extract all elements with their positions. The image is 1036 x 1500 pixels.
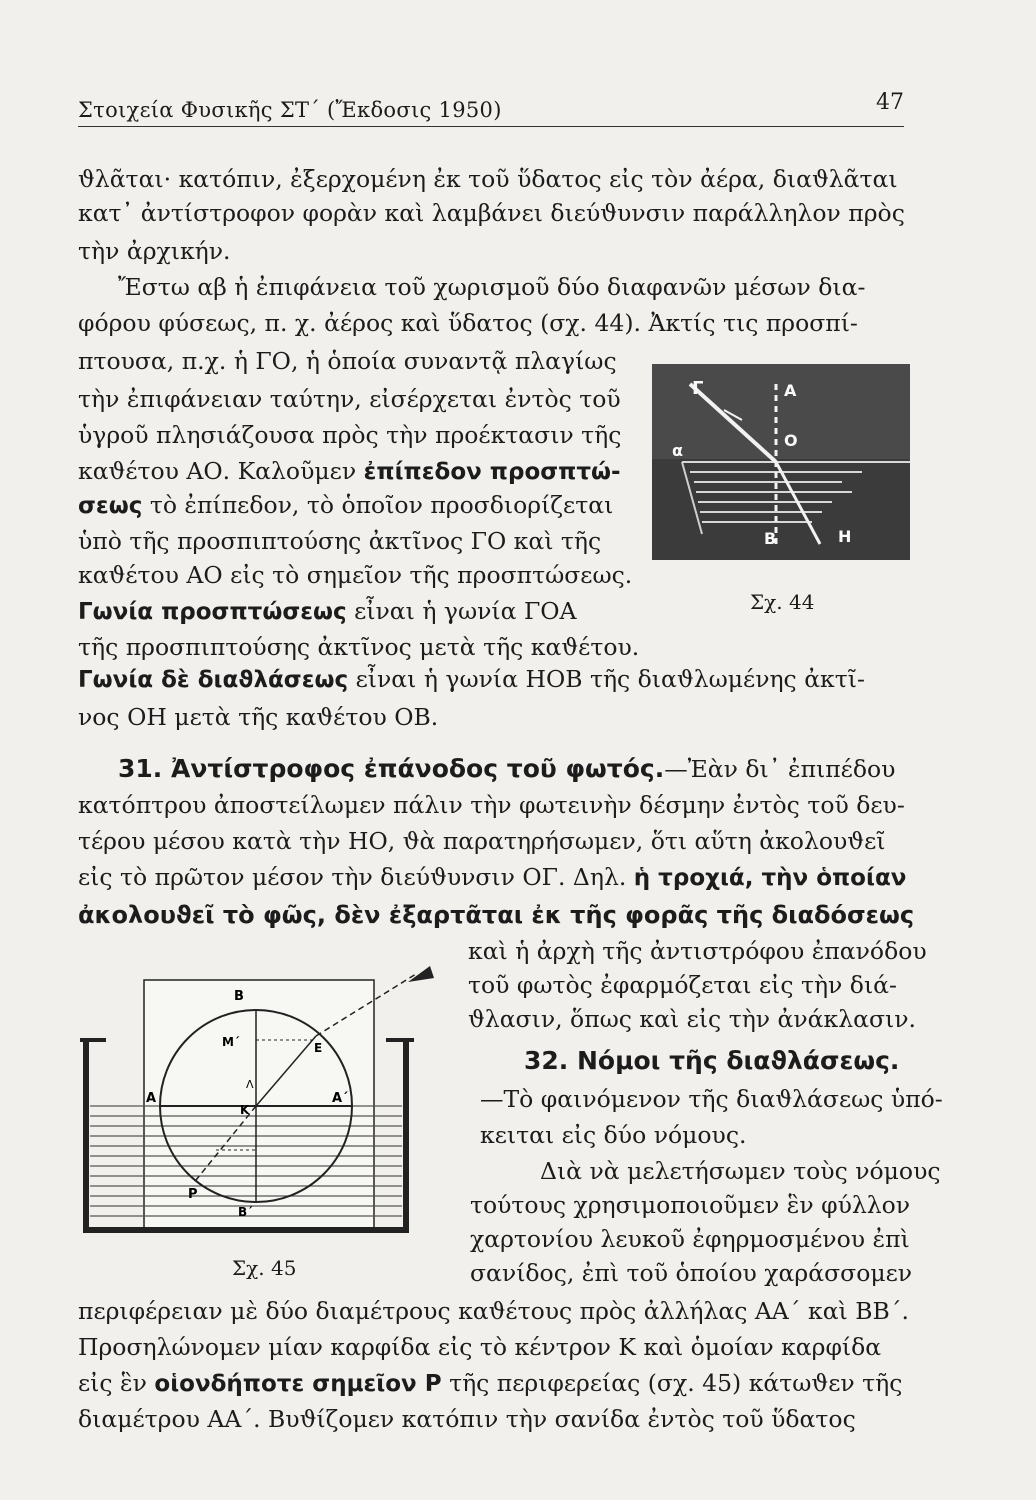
text-line: διαμέτρου ΑΑ΄. Βυϑίζομεν κατόπιν τὴν σανίδα ἐντὸς τοῦ ὕδατος [78,1405,856,1433]
text-line: φόρου φύσεως, π. χ. ἀέρος καὶ ὕδατος (σχ. 44). Ἀκτίς τις προσπί- [78,309,858,337]
figure-45-label-A-left: Α [146,1091,157,1106]
text-line: Διὰ νὰ μελετήσωμεν τοὺς νόμους [540,1157,941,1185]
text-line: —Τὸ φαινόμενον τῆς διαϑλάσεως ὑπό- [480,1085,943,1113]
text-line: τὴν ἐπιφάνειαν ταύτην, εἰσέρχεται ἐντὸς τοῦ [78,385,621,413]
text-line: ϑλασιν, ὅπως καὶ εἰς τὴν ἀνάκλασιν. [468,1005,917,1033]
term-path-of-light: ἡ τροχιά, τὴν ὁποίαν [633,865,907,891]
text-line: καὶ ἡ ἀρχὴ τῆς ἀντιστρόφου ἐπανόδου [468,937,927,965]
text-run: τὸ ἐπίπεδον, τὸ ὁποῖον προσδιορίζεται [142,491,614,519]
text-line [118,754,895,784]
section-32-heading: 32. Νόμοι τῆς διαϑλάσεως. [524,1046,900,1075]
text-line: κειται εἰς δύο νόμους. [480,1121,747,1149]
text-line [78,862,906,893]
term-angle-of-refraction: Γωνία δὲ διαϑλάσεως [78,667,349,693]
figure-45-label-M1: Μ΄ [222,1035,240,1049]
text-line: ὑγροῦ πλησιάζουσα πρὸς τὴν προέκτασιν τῆς [78,421,622,449]
figure-44-label-alpha: α [672,441,683,460]
figure-44-caption: Σχ. 44 [750,590,815,614]
running-header [78,90,904,127]
text-line [78,456,621,487]
text-run: —Ἐὰν δι᾿ ἐπιπέδου [664,755,896,783]
section-31-heading: 31. Ἀντίστροφος ἐπάνοδος τοῦ φωτός. [118,754,665,783]
text-line: Ἔστω αβ ἡ ἐπιφάνεια τοῦ χωρισμοῦ δύο διαφανῶν μέσων δια- [118,273,866,301]
figure-45-label-E: Ε [314,1041,323,1055]
text-run: εἶναι ἡ γωνία ΓΟΑ [346,597,577,625]
figure-44 [652,364,910,560]
text-line: σανίδος, ἐπὶ τοῦ ὁποίου χαράσσομεν [470,1259,913,1287]
text-line: πτουσα, π.χ. ἡ ΓΟ, ἡ ὁποία συναντᾷ πλαγίως [78,347,617,375]
figure-44-label-gamma: Γ [692,378,704,399]
text-line [78,664,865,695]
text-line [524,1046,899,1076]
text-line: Προσηλώνομεν μίαν καρφίδα εἰς τὸ κέντρον Κ καὶ ὁμοίαν καρφίδα [78,1333,882,1361]
text-line: ϑλᾶται· κατόπιν, ἐξερχομένη ἐκ τοῦ ὕδατος εἰς τὸν ἀέρα, διαϑλᾶται [78,165,898,193]
text-line: τὴν ἀρχικήν. [78,237,231,265]
text-run: καϑέτου ΑΟ. Καλοῦμεν [78,457,364,485]
figure-44-label-A: Α [784,381,797,400]
text-line: τῆς προσπιπτούσης ἀκτῖνος μετὰ τῆς καϑέτου. [78,633,640,661]
text-line: κατ᾿ ἀντίστροφον φορὰν καὶ λαμβάνει διεύϑυνσιν παράλληλον πρὸς [78,199,905,227]
figure-45-caption: Σχ. 45 [232,1256,297,1280]
term-plane-of-incidence-end: σεως [78,493,143,519]
text-line: νος ΟΗ μετὰ τῆς καϑέτου ΟΒ. [78,703,439,731]
text-run: εἰς ἓν [78,1369,155,1397]
text-line: κατόπτρου ἀποστείλωμεν πάλιν τὴν φωτεινὴν δέσμην ἐντὸς τοῦ δευ- [78,791,905,819]
figure-45 [76,960,476,1250]
term-angle-of-incidence: Γωνία προσπτώσεως [78,599,347,625]
page-number: 47 [876,90,904,115]
figure-45-label-B: Β [234,989,244,1004]
figure-45-label-K: Κ [240,1103,250,1117]
figure-45-label-P: Ρ [188,1187,198,1202]
text-line-bold: ἀκολουϑεῖ τὸ φῶς, δὲν ἐξαρτᾶται ἐκ τῆς φορᾶς τῆς διαδόσεως [78,901,915,929]
figure-45-drawing [76,960,476,1250]
text-line: περιφέρειαν μὲ δύο διαμέτρους καϑέτους πρὸς ἀλλήλας ΑΑ΄ καὶ ΒΒ΄. [78,1297,910,1325]
text-line: τέρου μέσου κατὰ τὴν ΗΟ, ϑὰ παρατηρήσωμεν, ὅτι αὕτη ἀκολουϑεῖ [78,827,886,855]
text-line: καϑέτου ΑΟ εἰς τὸ σημεῖον τῆς προσπτώσεως. [78,561,633,589]
figure-44-label-O: Ο [784,431,798,450]
figure-45-label-A-right: Α΄ [332,1091,348,1106]
figure-45-label-B1: Β΄ [238,1205,253,1219]
text-line: χαρτονίου λευκοῦ ἐφηρμοσμένου ἐπὶ [470,1225,910,1253]
text-line: τούτους χρησιμοποιοῦμεν ἓν φύλλον [470,1191,911,1219]
text-line: τοῦ φωτὸς ἐφαρμόζεται εἰς τὴν διά- [468,971,897,999]
text-line [78,596,577,627]
figure-44-drawing [652,364,910,560]
text-run: τῆς περιφερείας (σχ. 45) κάτωϑεν τῆς [441,1369,903,1397]
figure-44-label-H: Η [838,527,852,546]
header-title: Στοιχεία Φυσικῆς ΣΤ΄ (Ἔκδοσις 1950) [78,98,502,122]
term-any-point-P: οἱονδήποτε σημεῖον Ρ [154,1371,442,1397]
figure-45-label-lambda: Λ [246,1078,254,1091]
text-line [78,1368,902,1399]
term-plane-of-incidence: ἐπίπεδον προσπτώ- [363,459,621,485]
text-line [78,490,613,521]
text-run: εἶναι ἡ γωνία ΗΟΒ τῆς διαϑλωμένης ἀκτῖ- [348,665,865,693]
text-line: ὑπὸ τῆς προσπιπτούσης ἀκτῖνος ΓΟ καὶ τῆς [78,527,602,555]
figure-44-label-B: Β [764,529,777,548]
text-run: εἰς τὸ πρῶτον μέσον τὴν διεύϑυνσιν ΟΓ. Δηλ. [78,863,634,891]
